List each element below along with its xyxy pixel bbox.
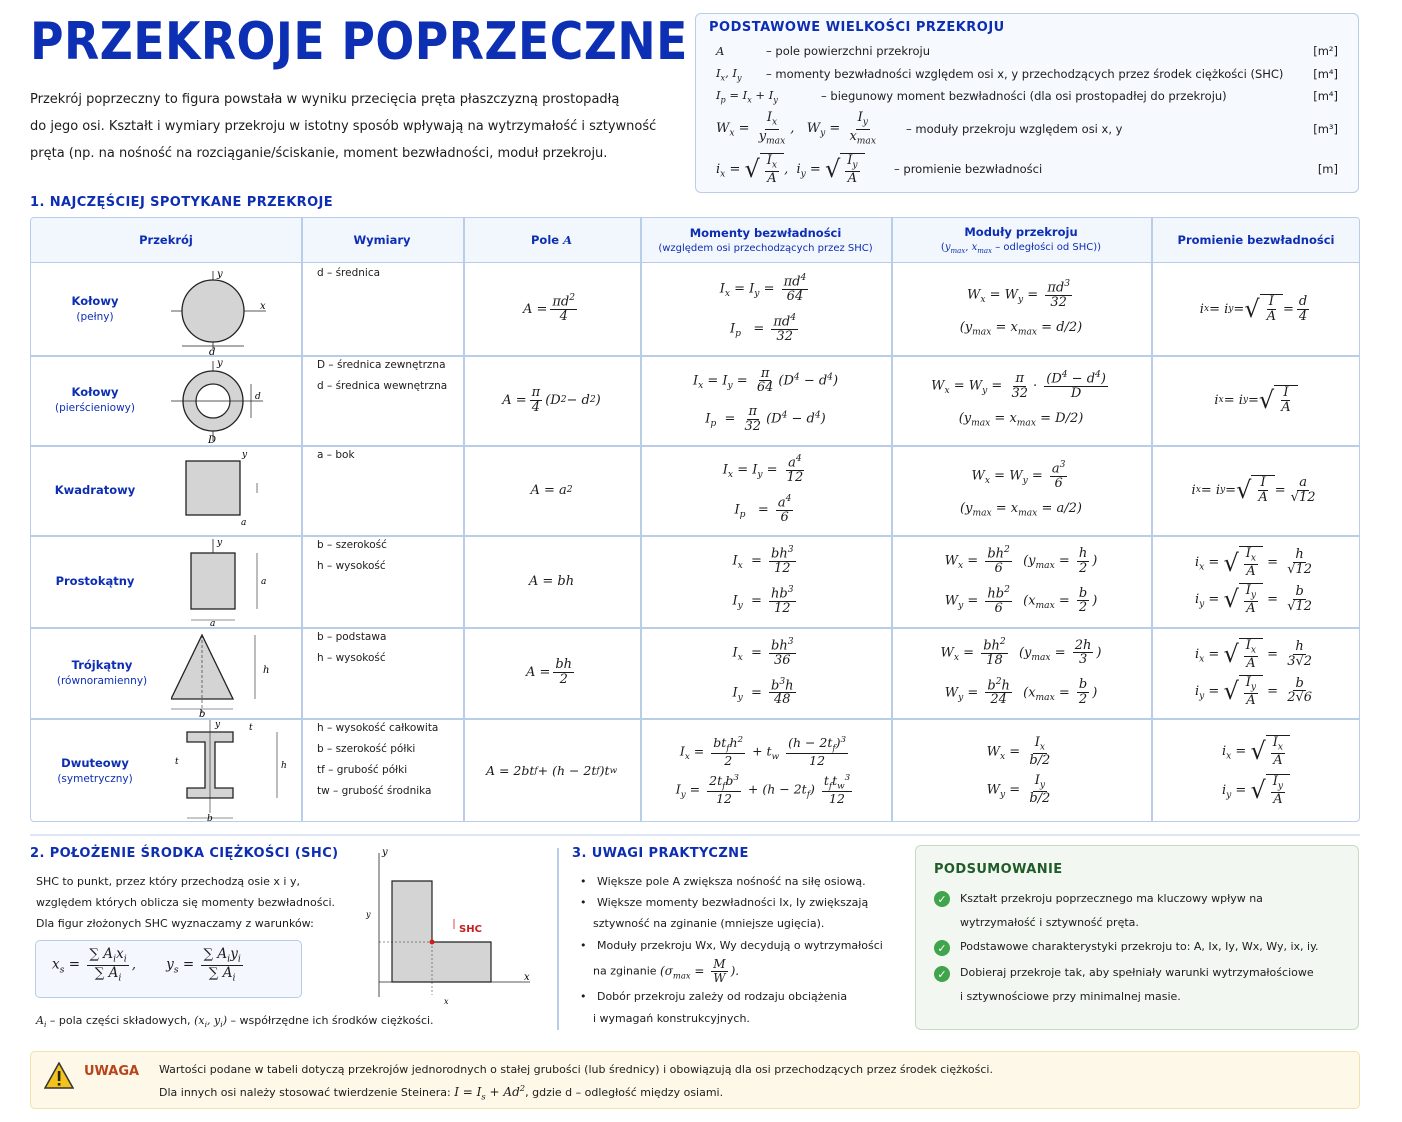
- radius-formula-square: i x = i y = √ $\frac{I}{A}$ = $\frac{a}{√12}$: [1191, 474, 1316, 505]
- radius-formula-ibeam: $i_x$ = √ $\frac{I_x}{A}$ $i_y$ = √ $\frac{I_y}{A}$: [1151, 718, 1360, 822]
- dim-text: d – średnica: [317, 267, 381, 279]
- header-label: Wymiary: [353, 233, 411, 247]
- area-formula-square: A = a 2: [530, 482, 573, 498]
- row-dims-square: [301, 445, 463, 535]
- bullet-item-cont: i wymagań konstrukcyjnych.: [593, 1012, 750, 1025]
- header-inertia: [640, 218, 891, 263]
- prop-unit: [m⁴]: [1313, 67, 1338, 82]
- bullet-item: • Moduły przekroju Wx, Wy decydują o wytrzymałości: [580, 939, 883, 952]
- svg-text:a: a: [210, 619, 216, 627]
- svg-text:y: y: [242, 450, 248, 460]
- summary-title: PODSUMOWANIE: [934, 862, 1063, 877]
- row-dims-ring: [301, 355, 463, 445]
- area-formula-ibeam: A = 2bt f + (h − 2t f )t w: [485, 763, 618, 778]
- prop-row-radius: $i_x$ = √ $\frac{I_x}{A}$ , $i_y$ = √ $\frac{I_y}{A}$ – promienie bezwładności [m]: [716, 152, 1338, 186]
- inertia-formula-circle: $I_x = I_y$ = $\frac{\pi d^4}{64}$ $I_p$ = $\frac{\pi d^4}{32}$: [719, 273, 807, 344]
- row-name-ring: Kołowy (pierścieniowy): [55, 385, 135, 414]
- dim-text: h – wysokość całkowita: [317, 722, 439, 734]
- section-1-title: 1. NAJCZĘŚCIEJ SPOTYKANE PRZEKROJE: [30, 195, 334, 210]
- dim-text: a – bok: [317, 449, 355, 461]
- prop-desc: – promienie bezwładności: [894, 162, 1043, 176]
- shc-label: SHC: [459, 924, 482, 935]
- svg-text:b: b: [207, 814, 213, 823]
- prop-desc: – biegunowy moment bezwładności (dla osi prostopadłej do przekroju): [821, 89, 1227, 104]
- dim-text: D – średnica zewnętrzna: [317, 359, 446, 371]
- triangle-section-drawing: [171, 627, 291, 718]
- svg-text:y: y: [217, 358, 223, 369]
- svg-text:y: y: [215, 720, 221, 730]
- warning-icon: [44, 1062, 74, 1089]
- svg-text:h: h: [281, 761, 287, 771]
- section-2-title: 2. POŁOŻENIE ŚRODKA CIĘŻKOŚCI (SHC): [30, 846, 339, 861]
- centroid-formula-box: [35, 940, 302, 998]
- check-icon: ✓: [934, 966, 950, 982]
- row-name-square: Kwadratowy: [54, 483, 136, 497]
- rectangle-section-drawing: [171, 535, 291, 627]
- svg-text:d: d: [255, 392, 261, 402]
- radius-formula-ring: i x = i y = √ $\frac{I}{A}$: [1151, 355, 1360, 445]
- svg-text:b: b: [199, 709, 206, 718]
- radius-formula-circle: i x = i y = √ $\frac{I}{A}$ = $\frac{d}{4}$: [1199, 293, 1308, 324]
- modulus-formula-square: $W_x = W_y$ = $\frac{a^3}{6}$ $(y_{max} = x_{max} = a/2)$: [960, 460, 1082, 519]
- centroid-formula: $x_s$ = $\frac{\sum A_ix_i}{\sum A_i}$ , $y_s$ = $\frac{\sum A_iy_i}{\sum A_i}$: [52, 946, 241, 984]
- inertia-formula-rectangle: $I_x$ = $\frac{bh^3}{12}$ $I_y$ = $\frac{hb^3}{12}$: [732, 545, 794, 616]
- svg-text:a: a: [241, 518, 247, 528]
- inertia-formula-ibeam: $I_x$ = $\frac{bt_fh^2}{2}$ + $t_w$ $\frac{(h - 2t_f)^3}{12}$ $I_y$ = $\frac{2t_fb^3}{12}$ + $(h - 2t_f)$ $\frac{t_ft_w^3}{12}$: [675, 734, 851, 807]
- row-dims-circle: [301, 263, 463, 355]
- modulus-formula-ring: $W_x = W_y$ = $\frac{\pi}{32}$ · $\frac{(D^4 - d^4)}{D}$ $(y_{max} = x_{max} = D/2)$: [931, 370, 1106, 429]
- area-formula-rectangle: A = bh: [528, 573, 575, 589]
- summary-item: Kształt przekroju poprzecznego ma kluczowy wpływ na wytrzymałość i sztywność pręta.: [960, 892, 1263, 929]
- section-2-text: Dla figur złożonych SHC wyznaczamy z warunków:: [36, 917, 314, 930]
- summary-panel: [915, 845, 1359, 1030]
- prop-desc: – moduły przekroju względem osi x, y: [906, 122, 1123, 136]
- bullet-item: • Dobór przekroju zależy od rodzaju obciążenia: [580, 990, 848, 1003]
- radius-formula-rectangle: $i_x$ = √ $\frac{I_x}{A}$ = $\frac{h}{√12}$ $i_y$ = √ $\frac{I_y}{A}$ = $\frac{b}{√12}$: [1194, 546, 1313, 617]
- svg-text:x: x: [444, 997, 449, 1006]
- bullet-item-cont: na zginanie ($\sigma_{max}$ = $\frac{M}{W}$ ).: [593, 957, 740, 985]
- modulus-formula-ibeam: $W_x$ = $\frac{I_x}{b/2}$ $W_y$ = $\frac{I_y}{b/2}$: [986, 734, 1051, 806]
- header-area: Pole A: [463, 218, 640, 263]
- prop-unit: [m⁴]: [1313, 89, 1338, 104]
- header-modulus: [891, 218, 1151, 263]
- svg-text:t: t: [249, 723, 253, 733]
- warning-panel: [30, 1051, 1360, 1109]
- bullet-item-cont: sztywność na zginanie (mniejsze ugięcia).: [593, 917, 825, 930]
- dim-text: b – szerokość półki: [317, 743, 416, 755]
- inertia-formula-triangle: $I_x$ = $\frac{bh^3}{36}$ $I_y$ = $\frac{b^3h}{48}$: [732, 636, 794, 708]
- bullet-item: • Większe momenty bezwładności Ix, Iy zwiększają: [580, 896, 869, 909]
- header-label: Promienie bezwładności: [1177, 233, 1335, 247]
- radius-formula-triangle: $i_x$ = √ $\frac{I_x}{A}$ = $\frac{h}{3√2}$ $i_y$ = √ $\frac{I_y}{A}$ = $\frac{b}{2√6}$: [1194, 637, 1313, 708]
- svg-text:y: y: [366, 910, 371, 919]
- area-formula-circle: A = $\frac{\pi d^2}{4}$: [522, 293, 576, 325]
- header-sublabel: ($y_{max}$, $x_{max}$ – odległości od SHC)): [940, 242, 1102, 255]
- svg-text:x: x: [524, 972, 530, 983]
- check-icon: ✓: [934, 891, 950, 907]
- inertia-formula-square: $I_x = I_y$ = $\frac{a^4}{12}$ $I_p$ = $\frac{a^4}{6}$: [722, 454, 804, 525]
- svg-text:t: t: [175, 757, 179, 767]
- section-2-footnote: $A_i$ – pola części składowych, ($x_i$, $y_i$) – współrzędne ich środków ciężkości.: [36, 1014, 434, 1030]
- intro-line: pręta (np. na nośność na rozciąganie/ściskanie, moment bezwładności, moduł przekroju.: [30, 146, 608, 161]
- header-label: Pole: [530, 233, 560, 247]
- section-3-title: 3. UWAGI PRAKTYCZNE: [572, 846, 749, 861]
- prop-desc: – momenty bezwładności względem osi x, y przechodzących przez środek ciężkości (SHC): [766, 67, 1284, 82]
- check-icon: ✓: [934, 940, 950, 956]
- intro-text: [30, 86, 675, 167]
- svg-text:a: a: [261, 577, 267, 587]
- warning-label: UWAGA: [84, 1064, 140, 1079]
- header-sublabel: (względem osi przechodzących przez SHC): [658, 243, 873, 254]
- row-dims-triangle: [301, 627, 463, 718]
- basic-properties-panel: [695, 13, 1359, 193]
- modulus-formula-triangle: $W_x$ = $\frac{bh^2}{18}$ ($y_{max}$ = $\frac{2h}{3}$ ) $W_y$ = $\frac{b^2h}{24}$ ($x_{max}$ = $\frac{b}{2}$ ): [940, 636, 1102, 708]
- warning-text: Dla innych osi należy stosować twierdzenie Steinera: $I = I_s + Ad^2$, gdzie d – odległość między osiami.: [159, 1083, 724, 1102]
- row-name-circle: Kołowy (pełny): [71, 294, 119, 323]
- bullet-item: • Większe pole A zwiększa nośność na siłę osiową.: [580, 875, 866, 888]
- summary-item: Dobieraj przekroje tak, aby spełniały warunki wytrzymałościowe i sztywnościowe przy minimalnej masie.: [960, 966, 1314, 1003]
- dim-text: b – szerokość: [317, 539, 387, 551]
- page-title: PRZEKROJE POPRZECZNE: [30, 12, 688, 72]
- prop-desc: – pole powierzchni przekroju: [766, 44, 930, 58]
- circle-section-drawing: [171, 263, 291, 355]
- svg-text:y: y: [217, 538, 223, 548]
- svg-text:x: x: [260, 301, 266, 312]
- header-section: [31, 218, 301, 263]
- section-2-text: SHC to punkt, przez który przechodzą osie x i y,: [36, 875, 300, 888]
- modulus-formula-rectangle: $W_x$ = $\frac{bh^2}{6}$ ($y_{max}$ = $\frac{h}{2}$ ) $W_y$ = $\frac{hb^2}{6}$ ($x_{max}$ = $\frac{b}{2}$ ): [944, 545, 1098, 616]
- modulus-formula-circle: $W_x = W_y$ = $\frac{\pi d^3}{32}$ $(y_{max} = x_{max} = d/2)$: [959, 279, 1083, 338]
- area-formula-triangle: A = $\frac{bh}{2}$: [525, 657, 573, 687]
- header-label: Momenty bezwładności: [689, 226, 842, 240]
- svg-text:y: y: [382, 847, 388, 858]
- ibeam-section-drawing: [171, 718, 296, 822]
- svg-text:h: h: [263, 665, 270, 676]
- row-dims-rectangle: [301, 535, 463, 627]
- ring-section-drawing: [171, 355, 291, 445]
- svg-text:D: D: [208, 435, 217, 445]
- svg-text:y: y: [217, 269, 223, 280]
- inertia-formula-ring: $I_x = I_y$ = $\frac{\pi}{64}$ $(D^4 - d^4)$ $I_p$ = $\frac{\pi}{32}$ $(D^4 - d^4)$: [692, 365, 839, 434]
- prop-row-polar: $I_p = I_x + I_y$ – biegunowy moment bezwładności (dla osi prostopadłej do przekroju) [m⁴]: [716, 88, 1338, 105]
- header-dimensions: [301, 218, 463, 263]
- square-section-drawing: [171, 445, 291, 535]
- dim-text: d – średnica wewnętrzna: [317, 380, 448, 392]
- header-label: Moduły przekroju: [964, 225, 1078, 239]
- summary-item: Podstawowe charakterystyki przekroju to: A, Ix, Iy, Wx, Wy, ix, iy.: [960, 940, 1319, 953]
- prop-row-modulus: $W_x$ = $\frac{I_x}{y_{max}}$ , $W_y$ = $\frac{I_y}{x_{max}}$ – moduły przekroju względem osi x, y [m³]: [716, 110, 1338, 147]
- prop-unit: [m]: [1317, 162, 1338, 176]
- prop-unit: [m³]: [1313, 122, 1338, 136]
- prop-row-area: A – pole powierzchni przekroju [m²]: [716, 44, 1338, 58]
- row-name-triangle: Trójkątny (równoramienny): [56, 657, 148, 687]
- sections-table: [30, 217, 1360, 822]
- prop-row-inertia: $I_x$, $I_y$ – momenty bezwładności względem osi x, y przechodzących przez środek ciężkości (SHC) [m⁴]: [716, 66, 1338, 83]
- row-name-rectangle: Prostokątny: [55, 574, 135, 588]
- intro-line: Przekrój poprzeczny to figura powstała w wyniku przecięcia pręta płaszczyzną prostopadłą: [30, 92, 620, 107]
- centroid-drawing: [362, 845, 542, 1010]
- dim-text: h – wysokość: [317, 560, 386, 572]
- section-2-text: względem których oblicza się momenty bezwładności.: [36, 896, 336, 909]
- panel-title: PODSTAWOWE WIELKOŚCI PRZEKROJU: [709, 20, 1005, 35]
- svg-text:d: d: [209, 347, 216, 355]
- warning-text: Wartości podane w tabeli dotyczą przekrojów jednorodnych o stałej grubości (lub średnicy) i obowiązują dla osi przechodzących przez środek ciężkości.: [159, 1063, 993, 1076]
- row-dims-ibeam: [301, 718, 463, 822]
- area-formula-ring: A = $\frac{\pi}{4}$ (D 2 − d 2 ): [502, 384, 601, 415]
- dim-text: tw – grubość środnika: [317, 785, 432, 797]
- dim-text: tf – grubość półki: [317, 764, 408, 776]
- row-name-ibeam: Dwuteowy (symetryczny): [57, 755, 133, 785]
- prop-unit: [m²]: [1313, 44, 1338, 58]
- dim-text: h – wysokość: [317, 652, 386, 664]
- header-label: Przekrój: [139, 233, 193, 247]
- intro-line: do jego osi. Kształt i wymiary przekroju w istotny sposób wpływają na wytrzymałość i sztywność: [30, 119, 657, 134]
- dim-text: b – podstawa: [317, 631, 387, 643]
- header-radius: [1151, 218, 1360, 263]
